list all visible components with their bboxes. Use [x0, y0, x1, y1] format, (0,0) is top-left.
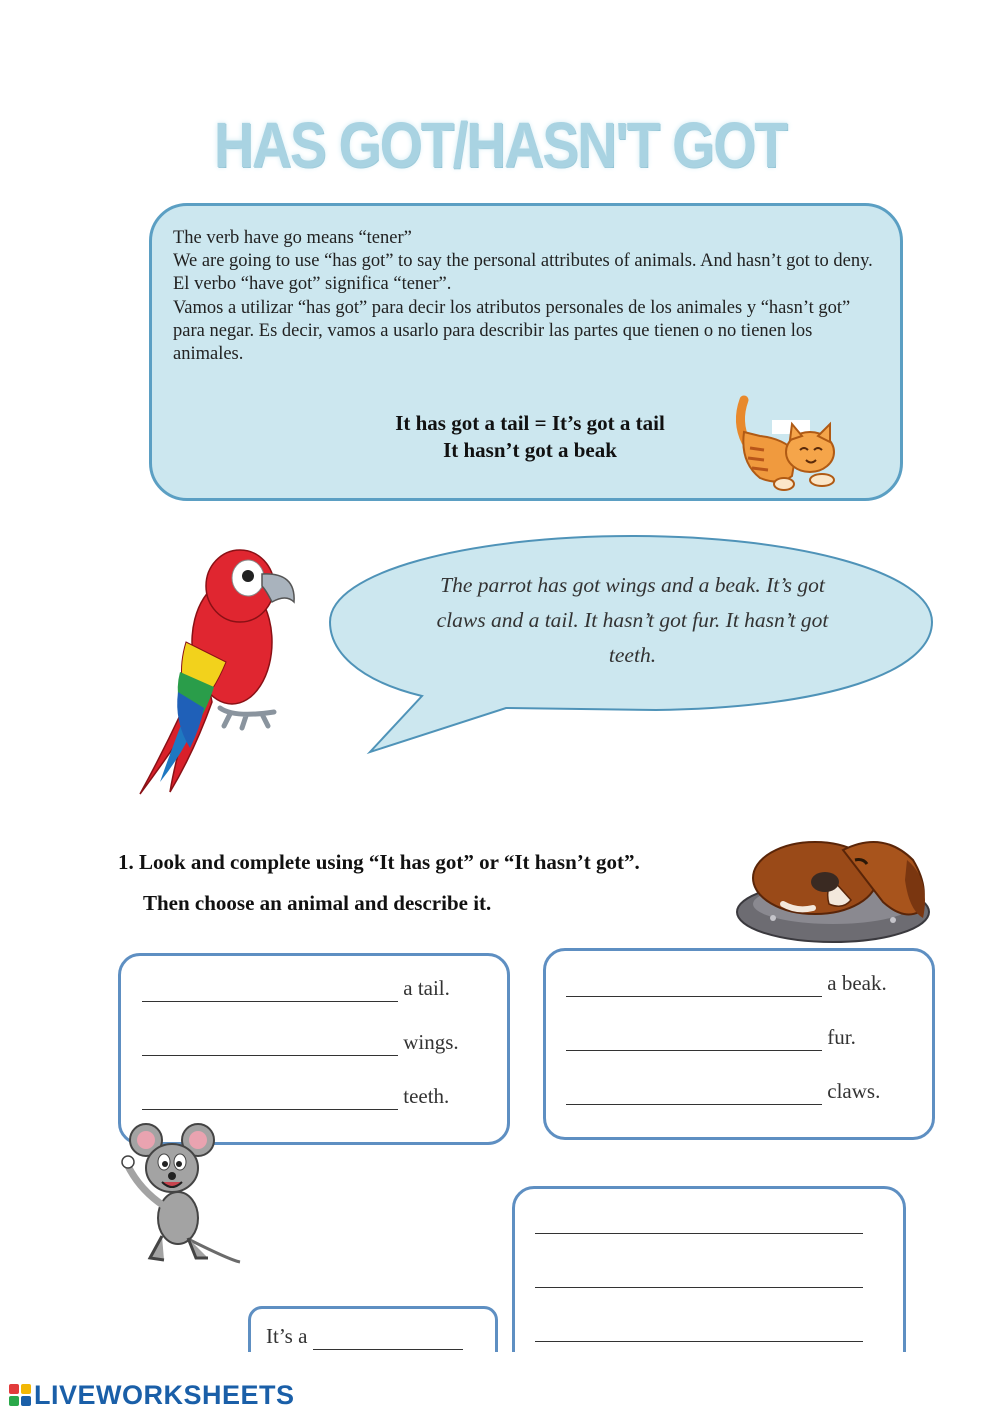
answer-row — [142, 1084, 449, 1110]
answer-blank[interactable] — [566, 1079, 822, 1105]
answer-row — [566, 1025, 856, 1051]
info-line: El verbo “have got” significa “tener”. — [173, 274, 452, 295]
description-line-3[interactable] — [535, 1341, 863, 1342]
brand-name: LIVEWORKSHEETS — [34, 1380, 295, 1410]
info-text — [173, 227, 885, 366]
description-line-1[interactable] — [535, 1233, 863, 1234]
exercise-title: 1. Look and complete using “It has got” or “It hasn’t got”. — [118, 850, 640, 874]
info-line: The verb have go means “tener” — [173, 228, 412, 248]
speech-text: The parrot has got wings and a beak. It’s got claws and a tail. It hasn’t got fur. It hasn’t got teeth. — [436, 573, 829, 667]
answer-word: wings. — [403, 1030, 459, 1054]
its-a-label: It’s a — [266, 1324, 308, 1348]
info-line: We are going to use “has got” to say the personal attributes of animals. And hasn’t got to deny. — [173, 251, 873, 272]
answer-row — [142, 1030, 459, 1056]
answer-row — [142, 976, 450, 1002]
animal-name-blank[interactable] — [313, 1324, 463, 1350]
exercise-subtitle: Then choose an animal and describe it. — [143, 891, 492, 915]
answer-blank[interactable] — [142, 976, 398, 1002]
mouse-illustration — [120, 1120, 246, 1270]
answer-row — [566, 971, 887, 997]
answer-word: claws. — [827, 1079, 881, 1103]
rule-line-1: It has got a tail = It’s got a tail — [395, 411, 665, 435]
answer-blank[interactable] — [142, 1084, 398, 1110]
parrot-illustration — [134, 542, 304, 800]
worksheet-title: HAS GOT/HASN'T GOT — [213, 109, 787, 181]
grammar-rule — [300, 410, 760, 464]
liveworksheets-logo — [8, 1380, 295, 1411]
liveworksheets-icon — [8, 1383, 32, 1407]
rule-line-2: It hasn’t got a beak — [443, 438, 617, 462]
answer-row — [566, 1079, 880, 1105]
answer-blank[interactable] — [566, 971, 822, 997]
answer-blank[interactable] — [566, 1025, 822, 1051]
answer-blank[interactable] — [142, 1030, 398, 1056]
answer-word: a beak. — [827, 971, 887, 995]
answer-word: a tail. — [403, 976, 450, 1000]
cat-illustration — [730, 392, 840, 494]
animal-name-row — [266, 1324, 463, 1350]
description-line-2[interactable] — [535, 1287, 863, 1288]
info-line: Vamos a utilizar “has got” para decir los atributos personales de los animales y “hasn’t got” para negar. Es decir, vamos a usarlo para describir las partes que tienen o no tienen los animales. — [173, 297, 851, 365]
answer-word: teeth. — [403, 1084, 450, 1108]
dog-illustration — [733, 820, 933, 946]
answer-word: fur. — [827, 1025, 856, 1049]
